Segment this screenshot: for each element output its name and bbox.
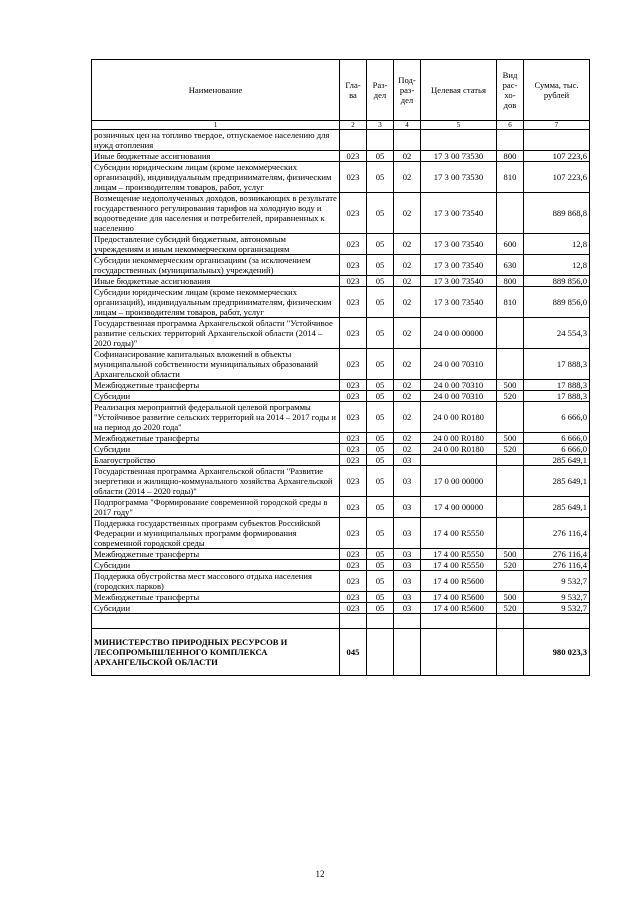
row-podrazdel: 02 bbox=[394, 402, 421, 433]
col-number: 6 bbox=[497, 121, 524, 130]
row-razdel: 05 bbox=[367, 455, 394, 466]
row-summa: 889 856,0 bbox=[524, 287, 590, 318]
row-statya: 24 0 00 70310 bbox=[421, 380, 497, 391]
row-podrazdel: 02 bbox=[394, 287, 421, 318]
row-name: Субсидии bbox=[92, 603, 340, 614]
row-summa: 276 116,4 bbox=[524, 549, 590, 560]
row-summa: 17 888,3 bbox=[524, 349, 590, 380]
row-summa: 9 532,7 bbox=[524, 592, 590, 603]
row-summa: 6 666,0 bbox=[524, 444, 590, 455]
row-glava: 023 bbox=[340, 318, 367, 349]
row-vid: 520 bbox=[497, 391, 524, 402]
row-vid: 500 bbox=[497, 380, 524, 391]
col-number: 1 bbox=[92, 121, 340, 130]
row-glava: 023 bbox=[340, 255, 367, 276]
row-name: Возмещение недополученных доходов, возникающих в результате государственного регулирования тарифов на холодную воду и водоотведение для населения и потребителей, приравненных к населению bbox=[92, 193, 340, 234]
row-vid bbox=[497, 497, 524, 518]
row-vid: 800 bbox=[497, 276, 524, 287]
row-vid: 800 bbox=[497, 151, 524, 162]
row-summa: 285 649,1 bbox=[524, 466, 590, 497]
header-vid: Вид рас-хо-дов bbox=[497, 60, 524, 121]
row-vid: 520 bbox=[497, 560, 524, 571]
row-summa: 24 554,3 bbox=[524, 318, 590, 349]
row-vid bbox=[497, 193, 524, 234]
row-name: Предоставление субсидий бюджетным, автономным учреждениям и иным некоммерческим организациям bbox=[92, 234, 340, 255]
row-summa: 12,8 bbox=[524, 234, 590, 255]
row-vid bbox=[497, 571, 524, 592]
row-statya: 17 3 00 73540 bbox=[421, 193, 497, 234]
row-summa bbox=[524, 130, 590, 151]
row-name: Поддержка государственных программ субъектов Российской Федерации и муниципальных программ формирования современной городской среды bbox=[92, 518, 340, 549]
table-row bbox=[92, 130, 590, 151]
table-row bbox=[92, 234, 590, 255]
row-summa: 17 888,3 bbox=[524, 391, 590, 402]
col-number: 3 bbox=[367, 121, 394, 130]
row-summa: 285 649,1 bbox=[524, 455, 590, 466]
row-statya: 17 4 00 R5600 bbox=[421, 571, 497, 592]
row-podrazdel: 02 bbox=[394, 276, 421, 287]
row-podrazdel: 03 bbox=[394, 497, 421, 518]
row-vid bbox=[497, 130, 524, 151]
header-summa: Сумма, тыс. рублей bbox=[524, 60, 590, 121]
row-razdel: 05 bbox=[367, 549, 394, 560]
row-razdel: 05 bbox=[367, 560, 394, 571]
col-number: 4 bbox=[394, 121, 421, 130]
row-podrazdel: 02 bbox=[394, 151, 421, 162]
row-vid: 810 bbox=[497, 162, 524, 193]
row-name: Иные бюджетные ассигнования bbox=[92, 151, 340, 162]
row-podrazdel: 02 bbox=[394, 162, 421, 193]
table-row bbox=[92, 518, 590, 549]
row-podrazdel: 02 bbox=[394, 380, 421, 391]
row-podrazdel: 03 bbox=[394, 549, 421, 560]
row-razdel: 05 bbox=[367, 151, 394, 162]
row-podrazdel: 03 bbox=[394, 455, 421, 466]
row-name: Субсидии некоммерческим организациям (за исключением государственных (муниципальных) учреждений) bbox=[92, 255, 340, 276]
table-row bbox=[92, 402, 590, 433]
row-statya: 17 3 00 73530 bbox=[421, 151, 497, 162]
row-vid: 500 bbox=[497, 433, 524, 444]
row-razdel: 05 bbox=[367, 287, 394, 318]
row-vid bbox=[497, 349, 524, 380]
row-statya: 17 0 00 00000 bbox=[421, 466, 497, 497]
header-razdel: Раз-дел bbox=[367, 60, 394, 121]
row-podrazdel: 02 bbox=[394, 318, 421, 349]
row-razdel: 05 bbox=[367, 162, 394, 193]
row-statya: 17 3 00 73540 bbox=[421, 287, 497, 318]
row-razdel: 05 bbox=[367, 380, 394, 391]
table-row bbox=[92, 255, 590, 276]
row-statya: 24 0 00 R0180 bbox=[421, 402, 497, 433]
row-vid: 500 bbox=[497, 592, 524, 603]
row-glava: 023 bbox=[340, 571, 367, 592]
row-podrazdel: 03 bbox=[394, 571, 421, 592]
row-name: Межбюджетные трансферты bbox=[92, 380, 340, 391]
row-name: Иные бюджетные ассигнования bbox=[92, 276, 340, 287]
col-number: 7 bbox=[524, 121, 590, 130]
table-row bbox=[92, 193, 590, 234]
row-podrazdel: 03 bbox=[394, 466, 421, 497]
row-vid bbox=[497, 466, 524, 497]
table-row bbox=[92, 603, 590, 614]
row-vid: 630 bbox=[497, 255, 524, 276]
row-name: розничных цен на топливо твердое, отпускаемое населению для нужд отопления bbox=[92, 130, 340, 151]
page-number: 12 bbox=[315, 869, 325, 879]
row-statya: 17 4 00 00000 bbox=[421, 497, 497, 518]
row-summa: 9 532,7 bbox=[524, 571, 590, 592]
row-razdel: 05 bbox=[367, 349, 394, 380]
row-name: Субсидии bbox=[92, 391, 340, 402]
row-statya: 24 0 00 R0180 bbox=[421, 433, 497, 444]
row-glava: 023 bbox=[340, 391, 367, 402]
row-podrazdel bbox=[394, 130, 421, 151]
row-glava: 023 bbox=[340, 603, 367, 614]
row-podrazdel: 02 bbox=[394, 444, 421, 455]
table-row bbox=[92, 391, 590, 402]
row-vid: 500 bbox=[497, 549, 524, 560]
row-summa: 889 868,8 bbox=[524, 193, 590, 234]
table-row bbox=[92, 592, 590, 603]
table-row bbox=[92, 560, 590, 571]
row-glava: 023 bbox=[340, 402, 367, 433]
row-glava: 023 bbox=[340, 497, 367, 518]
row-podrazdel: 02 bbox=[394, 193, 421, 234]
row-glava bbox=[340, 130, 367, 151]
row-name: Подпрограмма "Формирование современной городской среды в 2017 году" bbox=[92, 497, 340, 518]
header-podrazdel: Под-раз-дел bbox=[394, 60, 421, 121]
row-razdel: 05 bbox=[367, 497, 394, 518]
row-statya: 24 0 00 70310 bbox=[421, 349, 497, 380]
row-glava: 023 bbox=[340, 466, 367, 497]
table-row bbox=[92, 455, 590, 466]
row-razdel: 05 bbox=[367, 193, 394, 234]
row-summa: 17 888,3 bbox=[524, 380, 590, 391]
row-glava: 023 bbox=[340, 234, 367, 255]
row-name: Субсидии юридическим лицам (кроме некоммерческих организаций), индивидуальным предпринимателям, физическим лицам – производителям товаров, работ, услуг bbox=[92, 162, 340, 193]
row-razdel: 05 bbox=[367, 255, 394, 276]
row-summa: 6 666,0 bbox=[524, 402, 590, 433]
row-razdel: 05 bbox=[367, 571, 394, 592]
row-razdel: 05 bbox=[367, 603, 394, 614]
row-glava: 023 bbox=[340, 560, 367, 571]
row-name: Реализация мероприятий федеральной целевой программы "Устойчивое развитие сельских территорий на 2014 – 2017 годы и на период до 2020 года" bbox=[92, 402, 340, 433]
row-glava: 023 bbox=[340, 380, 367, 391]
row-glava: 023 bbox=[340, 433, 367, 444]
row-podrazdel: 03 bbox=[394, 560, 421, 571]
row-razdel: 05 bbox=[367, 592, 394, 603]
row-name: Софинансирование капитальных вложений в объекты муниципальной собственности муниципальных образований Архангельской области bbox=[92, 349, 340, 380]
row-vid: 520 bbox=[497, 444, 524, 455]
row-name: Субсидии bbox=[92, 444, 340, 455]
table-body bbox=[92, 130, 590, 676]
row-name: Субсидии юридическим лицам (кроме некоммерческих организаций), индивидуальным предпринимателям, физическим лицам – производителям товаров, работ, услуг bbox=[92, 287, 340, 318]
row-vid: 600 bbox=[497, 234, 524, 255]
row-vid bbox=[497, 402, 524, 433]
row-statya: 17 4 00 R5600 bbox=[421, 603, 497, 614]
row-statya: 17 3 00 73540 bbox=[421, 234, 497, 255]
row-name: Благоустройство bbox=[92, 455, 340, 466]
row-summa: 107 223,6 bbox=[524, 151, 590, 162]
row-razdel: 05 bbox=[367, 433, 394, 444]
row-summa: 12,8 bbox=[524, 255, 590, 276]
row-statya: 17 4 00 R5550 bbox=[421, 560, 497, 571]
budget-table bbox=[91, 59, 590, 676]
row-name: Субсидии bbox=[92, 560, 340, 571]
header-glava: Гла-ва bbox=[340, 60, 367, 121]
ministry-glava: 045 bbox=[340, 629, 367, 676]
row-statya: 24 0 00 R0180 bbox=[421, 444, 497, 455]
row-razdel: 05 bbox=[367, 466, 394, 497]
row-summa: 6 666,0 bbox=[524, 433, 590, 444]
row-vid bbox=[497, 518, 524, 549]
row-vid: 810 bbox=[497, 287, 524, 318]
spacer-row bbox=[92, 614, 590, 629]
row-statya: 17 4 00 R5550 bbox=[421, 518, 497, 549]
ministry-summa: 980 023,3 bbox=[524, 629, 590, 676]
row-glava: 023 bbox=[340, 549, 367, 560]
row-glava: 023 bbox=[340, 455, 367, 466]
table-row bbox=[92, 287, 590, 318]
row-statya bbox=[421, 455, 497, 466]
row-statya: 17 3 00 73540 bbox=[421, 255, 497, 276]
table-row bbox=[92, 571, 590, 592]
row-statya: 17 3 00 73530 bbox=[421, 162, 497, 193]
row-razdel: 05 bbox=[367, 402, 394, 433]
header-name: Наименование bbox=[92, 60, 340, 121]
row-glava: 023 bbox=[340, 162, 367, 193]
row-razdel: 05 bbox=[367, 391, 394, 402]
row-vid bbox=[497, 318, 524, 349]
row-glava: 023 bbox=[340, 151, 367, 162]
row-name: Государственная программа Архангельской области "Развитие энергетики и жилищно-коммунального хозяйства Архангельской области (2014 – 2020 годы)" bbox=[92, 466, 340, 497]
row-statya: 17 3 00 73540 bbox=[421, 276, 497, 287]
row-podrazdel: 02 bbox=[394, 234, 421, 255]
row-podrazdel: 03 bbox=[394, 592, 421, 603]
col-number: 2 bbox=[340, 121, 367, 130]
row-razdel: 05 bbox=[367, 444, 394, 455]
row-podrazdel: 03 bbox=[394, 518, 421, 549]
row-glava: 023 bbox=[340, 276, 367, 287]
row-podrazdel: 03 bbox=[394, 603, 421, 614]
row-razdel bbox=[367, 130, 394, 151]
table-row bbox=[92, 466, 590, 497]
header-statya: Целевая статья bbox=[421, 60, 497, 121]
row-glava: 023 bbox=[340, 193, 367, 234]
row-summa: 276 116,4 bbox=[524, 518, 590, 549]
col-number: 5 bbox=[421, 121, 497, 130]
row-summa: 107 223,6 bbox=[524, 162, 590, 193]
row-glava: 023 bbox=[340, 518, 367, 549]
row-glava: 023 bbox=[340, 349, 367, 380]
table-row bbox=[92, 318, 590, 349]
table-header bbox=[92, 60, 590, 130]
table-row bbox=[92, 380, 590, 391]
row-statya bbox=[421, 130, 497, 151]
table-row bbox=[92, 276, 590, 287]
table-row bbox=[92, 162, 590, 193]
row-razdel: 05 bbox=[367, 234, 394, 255]
table-row bbox=[92, 349, 590, 380]
row-razdel: 05 bbox=[367, 318, 394, 349]
row-statya: 17 4 00 R5550 bbox=[421, 549, 497, 560]
row-summa: 276 116,4 bbox=[524, 560, 590, 571]
table-row bbox=[92, 497, 590, 518]
row-summa: 285 649,1 bbox=[524, 497, 590, 518]
row-name: Поддержка обустройства мест массового отдыха населения (городских парков) bbox=[92, 571, 340, 592]
row-name: Межбюджетные трансферты bbox=[92, 592, 340, 603]
table-row bbox=[92, 444, 590, 455]
row-vid: 520 bbox=[497, 603, 524, 614]
row-statya: 24 0 00 70310 bbox=[421, 391, 497, 402]
ministry-row bbox=[92, 629, 590, 676]
row-name: Межбюджетные трансферты bbox=[92, 433, 340, 444]
row-glava: 023 bbox=[340, 444, 367, 455]
table-row bbox=[92, 151, 590, 162]
row-summa: 889 856,0 bbox=[524, 276, 590, 287]
table-row bbox=[92, 549, 590, 560]
row-podrazdel: 02 bbox=[394, 433, 421, 444]
row-glava: 023 bbox=[340, 287, 367, 318]
row-name: Государственная программа Архангельской области "Устойчивое развитие сельских территорий Архангельской области (2014 – 2020 годы)" bbox=[92, 318, 340, 349]
row-razdel: 05 bbox=[367, 276, 394, 287]
ministry-name: МИНИСТЕРСТВО ПРИРОДНЫХ РЕСУРСОВ И ЛЕСОПРОМЫШЛЕННОГО КОМПЛЕКСА АРХАНГЕЛЬСКОЙ ОБЛАСТИ bbox=[92, 629, 340, 676]
row-name: Межбюджетные трансферты bbox=[92, 549, 340, 560]
row-podrazdel: 02 bbox=[394, 349, 421, 380]
row-podrazdel: 02 bbox=[394, 391, 421, 402]
row-statya: 17 4 00 R5600 bbox=[421, 592, 497, 603]
row-vid bbox=[497, 455, 524, 466]
table-row bbox=[92, 433, 590, 444]
row-glava: 023 bbox=[340, 592, 367, 603]
row-razdel: 05 bbox=[367, 518, 394, 549]
row-podrazdel: 02 bbox=[394, 255, 421, 276]
row-statya: 24 0 00 00000 bbox=[421, 318, 497, 349]
row-summa: 9 532,7 bbox=[524, 603, 590, 614]
